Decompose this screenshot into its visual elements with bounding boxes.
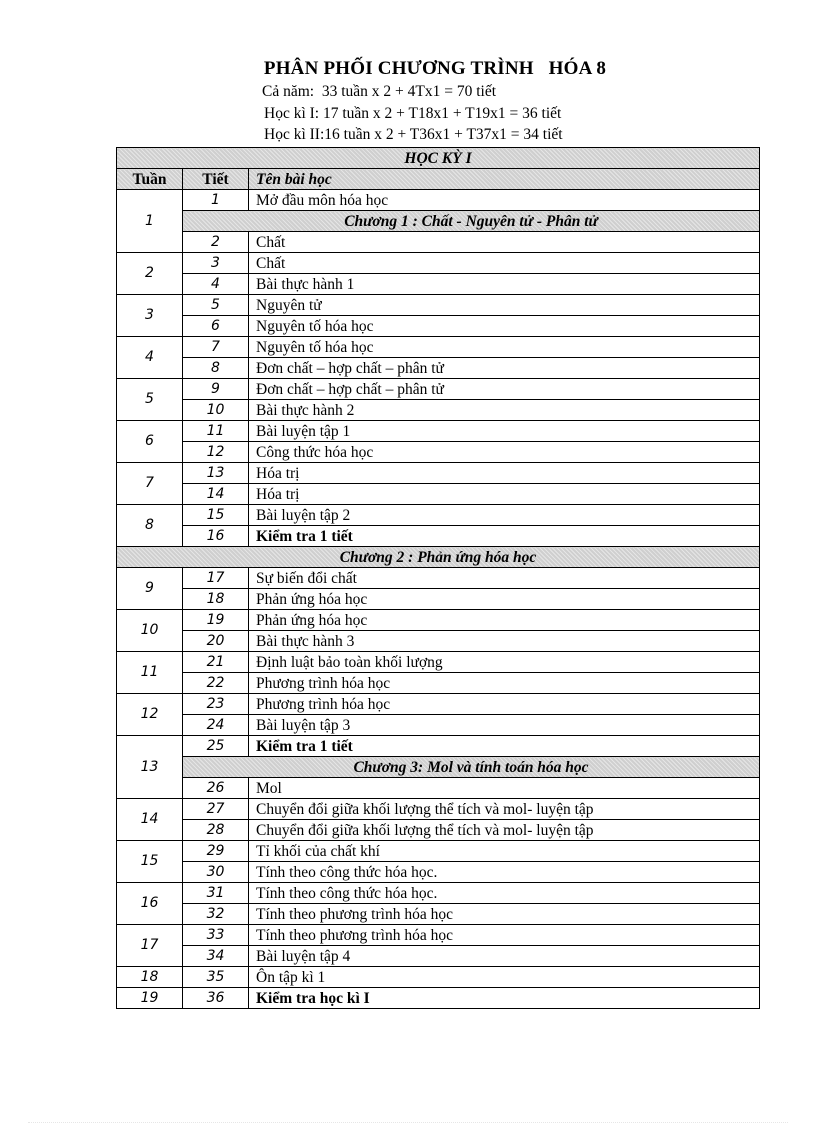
chapter-title: Chương 1 : Chất - Nguyên tử - Phân tử bbox=[183, 211, 760, 232]
lesson-row bbox=[117, 316, 760, 337]
lesson-row bbox=[117, 799, 760, 820]
lesson-title: Chuyển đổi giữa khối lượng thể tích và mol- luyện tập bbox=[249, 799, 760, 820]
lesson-row bbox=[117, 778, 760, 799]
lesson-title: Hóa trị bbox=[249, 484, 760, 505]
lesson-title: Phản ứng hóa học bbox=[249, 610, 760, 631]
document-title: PHÂN PHỐI CHƯƠNG TRÌNH HÓA 8 bbox=[263, 58, 607, 79]
chapter-row bbox=[117, 757, 760, 778]
summary-semester-1: Học kì I: 17 tuần x 2 + T18x1 + T19x1 = 36 tiết bbox=[264, 105, 562, 122]
lesson-row bbox=[117, 274, 760, 295]
lesson-title: Định luật bảo toàn khối lượng bbox=[249, 652, 760, 673]
period-number: 15 bbox=[183, 505, 249, 526]
period-number: 30 bbox=[183, 862, 249, 883]
week-number: 14 bbox=[117, 799, 183, 841]
lesson-row bbox=[117, 568, 760, 589]
week-number: 6 bbox=[117, 421, 183, 463]
period-number: 8 bbox=[183, 358, 249, 379]
week-number: 9 bbox=[117, 568, 183, 610]
lesson-row bbox=[117, 862, 760, 883]
period-number: 9 bbox=[183, 379, 249, 400]
period-number: 5 bbox=[183, 295, 249, 316]
lesson-title: Mở đầu môn hóa học bbox=[249, 190, 760, 211]
period-number: 27 bbox=[183, 799, 249, 820]
period-number: 21 bbox=[183, 652, 249, 673]
period-number: 31 bbox=[183, 883, 249, 904]
lesson-row bbox=[117, 190, 760, 211]
period-number: 36 bbox=[183, 988, 249, 1009]
lesson-title: Nguyên tử bbox=[249, 295, 760, 316]
lesson-row bbox=[117, 463, 760, 484]
lesson-title: Sự biến đổi chất bbox=[249, 568, 760, 589]
lesson-title: Mol bbox=[249, 778, 760, 799]
period-number: 22 bbox=[183, 673, 249, 694]
period-number: 14 bbox=[183, 484, 249, 505]
lesson-title: Hóa trị bbox=[249, 463, 760, 484]
lesson-title: Bài luyện tập 3 bbox=[249, 715, 760, 736]
week-number: 16 bbox=[117, 883, 183, 925]
lesson-row bbox=[117, 610, 760, 631]
period-number: 1 bbox=[183, 190, 249, 211]
lesson-row bbox=[117, 358, 760, 379]
lesson-title: Công thức hóa học bbox=[249, 442, 760, 463]
summary-full-year: Cả năm: 33 tuần x 2 + 4Tx1 = 70 tiết bbox=[262, 83, 497, 100]
lesson-row bbox=[117, 820, 760, 841]
period-number: 20 bbox=[183, 631, 249, 652]
period-number: 28 bbox=[183, 820, 249, 841]
lesson-row bbox=[117, 673, 760, 694]
week-number: 12 bbox=[117, 694, 183, 736]
lesson-row bbox=[117, 988, 760, 1009]
period-number: 26 bbox=[183, 778, 249, 799]
lesson-title: Tỉ khối của chất khí bbox=[249, 841, 760, 862]
lesson-title: Bài luyện tập 2 bbox=[249, 505, 760, 526]
lesson-row bbox=[117, 631, 760, 652]
period-number: 19 bbox=[183, 610, 249, 631]
lesson-title: Bài thực hành 1 bbox=[249, 274, 760, 295]
lesson-row bbox=[117, 736, 760, 757]
period-number: 29 bbox=[183, 841, 249, 862]
lesson-row bbox=[117, 589, 760, 610]
period-number: 18 bbox=[183, 589, 249, 610]
lesson-title: Phương trình hóa học bbox=[249, 673, 760, 694]
lesson-row bbox=[117, 253, 760, 274]
chapter-row bbox=[117, 547, 760, 568]
period-number: 12 bbox=[183, 442, 249, 463]
lesson-row bbox=[117, 484, 760, 505]
lesson-row bbox=[117, 400, 760, 421]
lesson-title: Chất bbox=[249, 232, 760, 253]
lesson-row bbox=[117, 694, 760, 715]
period-number: 33 bbox=[183, 925, 249, 946]
lesson-title: Tính theo phương trình hóa học bbox=[249, 904, 760, 925]
lesson-row bbox=[117, 421, 760, 442]
lesson-title: Tính theo công thức hóa học. bbox=[249, 862, 760, 883]
week-number: 13 bbox=[117, 736, 183, 799]
lesson-title: Tính theo phương trình hóa học bbox=[249, 925, 760, 946]
period-number: 6 bbox=[183, 316, 249, 337]
lesson-title: Bài luyện tập 4 bbox=[249, 946, 760, 967]
chapter-row bbox=[117, 211, 760, 232]
lesson-title: Đơn chất – hợp chất – phân tử bbox=[249, 379, 760, 400]
lesson-title: Bài luyện tập 1 bbox=[249, 421, 760, 442]
period-number: 17 bbox=[183, 568, 249, 589]
chapter-title: Chương 2 : Phản ứng hóa học bbox=[117, 547, 760, 568]
period-number: 16 bbox=[183, 526, 249, 547]
period-number: 11 bbox=[183, 421, 249, 442]
lesson-title: Ôn tập kì 1 bbox=[249, 967, 760, 988]
lesson-title: Nguyên tố hóa học bbox=[249, 337, 760, 358]
week-number: 8 bbox=[117, 505, 183, 547]
lesson-title: Phản ứng hóa học bbox=[249, 589, 760, 610]
lesson-title: Nguyên tố hóa học bbox=[249, 316, 760, 337]
period-number: 24 bbox=[183, 715, 249, 736]
lesson-title: Chất bbox=[249, 253, 760, 274]
lesson-row bbox=[117, 337, 760, 358]
week-number: 10 bbox=[117, 610, 183, 652]
week-number: 2 bbox=[117, 253, 183, 295]
week-number: 7 bbox=[117, 463, 183, 505]
period-number: 34 bbox=[183, 946, 249, 967]
lesson-row bbox=[117, 379, 760, 400]
lesson-row bbox=[117, 904, 760, 925]
period-number: 32 bbox=[183, 904, 249, 925]
lesson-title: Kiểm tra 1 tiết bbox=[249, 736, 760, 757]
period-number: 35 bbox=[183, 967, 249, 988]
summary-semester-2: Học kì II:16 tuần x 2 + T36x1 + T37x1 = 34 tiết bbox=[264, 126, 563, 143]
period-number: 2 bbox=[183, 232, 249, 253]
lesson-row bbox=[117, 526, 760, 547]
week-number: 4 bbox=[117, 337, 183, 379]
lesson-row bbox=[117, 925, 760, 946]
period-number: 13 bbox=[183, 463, 249, 484]
lesson-title: Đơn chất – hợp chất – phân tử bbox=[249, 358, 760, 379]
column-header-week: Tuần bbox=[117, 169, 183, 190]
week-number: 11 bbox=[117, 652, 183, 694]
lesson-row bbox=[117, 232, 760, 253]
period-number: 3 bbox=[183, 253, 249, 274]
period-number: 4 bbox=[183, 274, 249, 295]
lesson-row bbox=[117, 715, 760, 736]
lesson-row bbox=[117, 841, 760, 862]
lesson-row bbox=[117, 967, 760, 988]
semester-header-row bbox=[117, 148, 760, 169]
lesson-title: Chuyển đổi giữa khối lượng thể tích và mol- luyện tập bbox=[249, 820, 760, 841]
lesson-title: Kiểm tra học kì I bbox=[249, 988, 760, 1009]
lesson-title: Kiểm tra 1 tiết bbox=[249, 526, 760, 547]
lesson-row bbox=[117, 652, 760, 673]
week-number: 5 bbox=[117, 379, 183, 421]
semester-title: HỌC KỲ I bbox=[117, 148, 760, 169]
column-header-period: Tiết bbox=[183, 169, 249, 190]
lesson-title: Bài thực hành 3 bbox=[249, 631, 760, 652]
period-number: 7 bbox=[183, 337, 249, 358]
lesson-title: Tính theo công thức hóa học. bbox=[249, 883, 760, 904]
week-number: 18 bbox=[117, 967, 183, 988]
lesson-title: Bài thực hành 2 bbox=[249, 400, 760, 421]
week-number: 19 bbox=[117, 988, 183, 1009]
lesson-row bbox=[117, 442, 760, 463]
lesson-row bbox=[117, 946, 760, 967]
lesson-title: Phương trình hóa học bbox=[249, 694, 760, 715]
period-number: 25 bbox=[183, 736, 249, 757]
curriculum-table bbox=[116, 147, 760, 1009]
lesson-row bbox=[117, 883, 760, 904]
lesson-row bbox=[117, 295, 760, 316]
chapter-title: Chương 3: Mol và tính toán hóa học bbox=[183, 757, 760, 778]
week-number: 1 bbox=[117, 190, 183, 253]
column-header-lesson: Tên bài học bbox=[249, 169, 760, 190]
period-number: 23 bbox=[183, 694, 249, 715]
period-number: 10 bbox=[183, 400, 249, 421]
week-number: 17 bbox=[117, 925, 183, 967]
week-number: 3 bbox=[117, 295, 183, 337]
column-header-row bbox=[117, 169, 760, 190]
lesson-row bbox=[117, 505, 760, 526]
week-number: 15 bbox=[117, 841, 183, 883]
